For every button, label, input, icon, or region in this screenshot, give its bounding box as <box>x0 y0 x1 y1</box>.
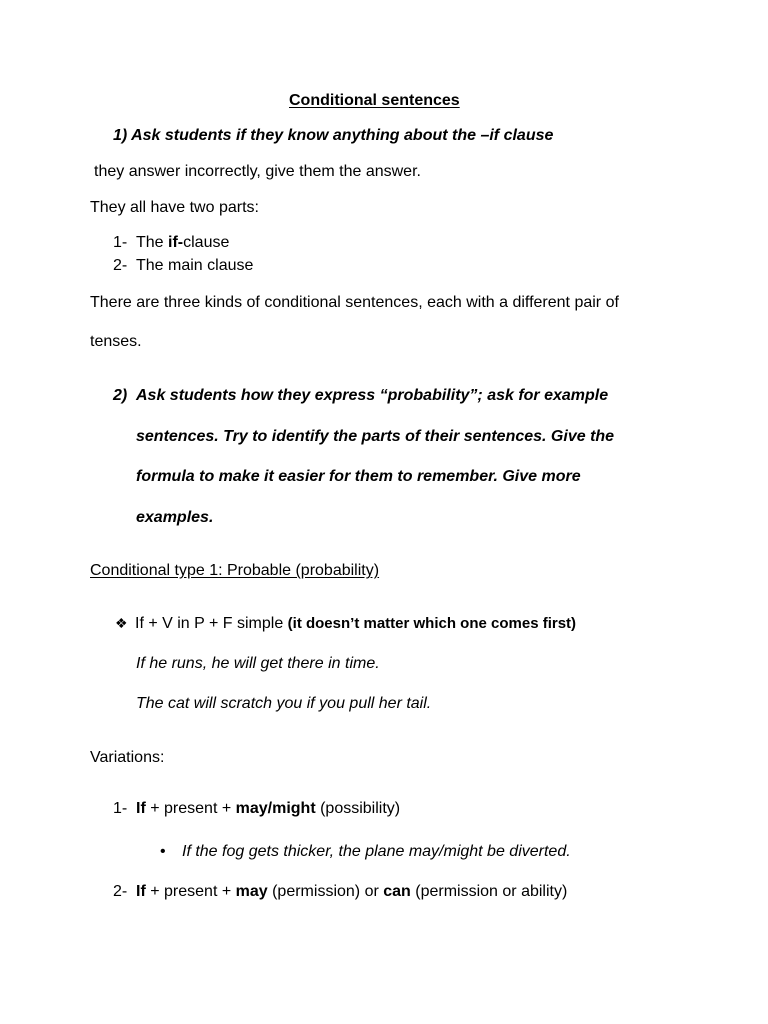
part-item-main-clause <box>113 256 253 276</box>
step-1-text: Ask students if they know anything about the –if clause <box>131 127 554 144</box>
variation-item-1 <box>113 799 400 819</box>
variation-number: 1- <box>113 800 128 817</box>
part-item-number: 2- <box>113 257 128 274</box>
step-2-line: sentences. Try to identify the parts of their sentences. Give the <box>136 428 615 445</box>
step-2-line: Ask students how they express “probability”; ask for example <box>136 387 609 404</box>
variation-number: 2- <box>113 883 128 900</box>
step-1-number: 1) <box>113 127 128 144</box>
variation-if: If <box>136 883 146 900</box>
example-sentence: If he runs, he will get there in time. <box>136 655 380 672</box>
variation-if: If <box>136 800 146 817</box>
variation-modal: may <box>235 883 268 900</box>
variation-mid: + present + <box>145 800 236 817</box>
part-item-if-clause <box>113 233 229 253</box>
step-2-line: formula to make it easier for them to remember. Give more <box>136 468 581 485</box>
variation-tail: (possibility) <box>315 800 401 817</box>
page-title: Conditional sentences <box>289 92 460 109</box>
variation-item-2 <box>113 882 567 902</box>
part-item-text-end: clause <box>183 234 230 251</box>
step-1 <box>113 126 553 146</box>
kinds-line-2: tenses. <box>90 333 142 350</box>
variation-modal-2: can <box>383 883 411 900</box>
step-1-followup: they answer incorrectly, give them the answer. <box>94 163 421 180</box>
variation-modal: may/might <box>235 800 316 817</box>
variations-heading: Variations: <box>90 749 165 766</box>
variation-example-text: If the fog gets thicker, the plane may/might be diverted. <box>182 843 571 860</box>
example-sentence: The cat will scratch you if you pull her tail. <box>136 695 432 712</box>
part-item-number: 1- <box>113 234 128 251</box>
diamond-bullet-icon: ❖ <box>115 615 128 631</box>
variation-example <box>160 842 571 862</box>
part-item-bold: if- <box>168 234 184 251</box>
part-item-text: The main clause <box>136 257 254 274</box>
parts-intro: They all have two parts: <box>90 199 259 216</box>
variation-tail: (permission) or <box>267 883 384 900</box>
step-2-number: 2) <box>113 387 128 404</box>
part-item-text: The <box>136 234 169 251</box>
variation-tail-2: (permission or ability) <box>410 883 568 900</box>
bullet-icon: • <box>160 843 166 860</box>
type-1-heading: Conditional type 1: Probable (probability) <box>90 562 380 579</box>
type-1-formula <box>115 613 576 634</box>
step-2-line: examples. <box>136 509 214 526</box>
formula-note: (it doesn’t matter which one comes first) <box>287 615 577 632</box>
variation-mid: + present + <box>145 883 236 900</box>
formula-text: If + V in P + F simple <box>135 615 288 632</box>
kinds-line-1: There are three kinds of conditional sentences, each with a different pair of <box>90 294 619 311</box>
